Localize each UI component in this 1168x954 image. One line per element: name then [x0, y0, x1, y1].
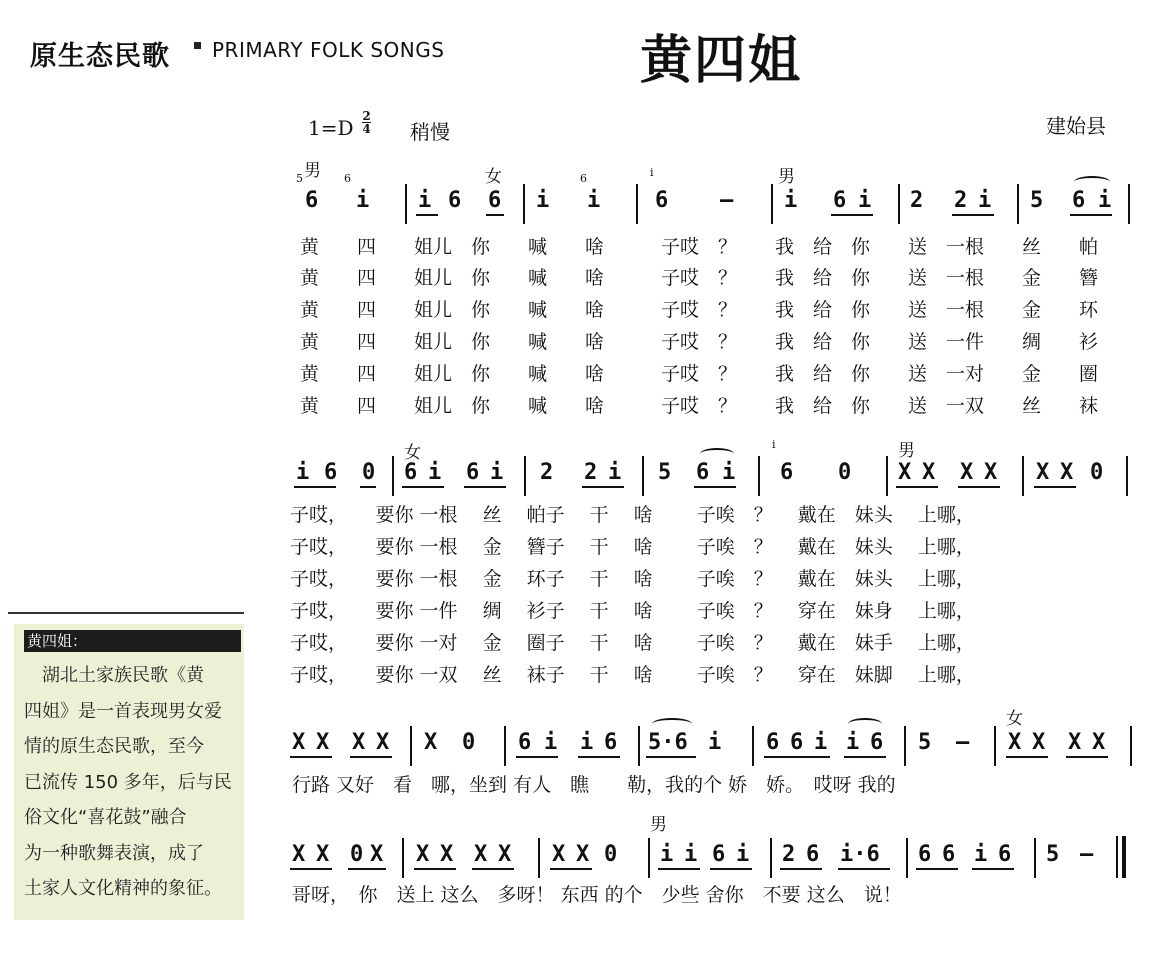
beam-line	[582, 486, 624, 488]
voice-label-female: 女	[1006, 709, 1023, 729]
note: 6	[833, 188, 847, 213]
voice-label-male: 男	[898, 441, 915, 461]
beam-line	[290, 868, 332, 870]
sidebar-tag: 黄四姐：	[24, 630, 241, 652]
note: 6	[696, 460, 710, 485]
note: X	[898, 460, 912, 485]
note: 0	[1090, 460, 1104, 485]
note: X	[498, 842, 512, 867]
note: 6	[712, 842, 726, 867]
note: i	[974, 842, 988, 867]
bar-line	[771, 184, 773, 224]
note: 6	[790, 730, 804, 755]
beam-line	[1070, 214, 1112, 216]
bar-line	[638, 726, 640, 766]
voice-label-male: 男	[650, 815, 667, 835]
note: 2	[910, 188, 924, 213]
note: 6	[918, 842, 932, 867]
region-label: 建始县	[1046, 114, 1106, 138]
beam-line	[416, 214, 438, 216]
voice-label-male: 男	[304, 161, 321, 181]
slur-mark	[1074, 176, 1110, 188]
lyric-line: 子哎， 要你 一根 丝 帕子 干 啥 子唉 ？ 戴在 妹头 上哪，	[290, 504, 975, 526]
grace-note: i	[650, 166, 654, 179]
time-signature	[362, 110, 371, 135]
note: X	[1068, 730, 1082, 755]
note: 0	[350, 842, 364, 867]
bar-line	[402, 838, 404, 878]
note: i	[418, 188, 432, 213]
sidebar-line: 情的原生态民歌，至今	[24, 736, 204, 757]
beam-line	[550, 868, 592, 870]
voice-label-female: 女	[485, 167, 502, 187]
note: 5	[658, 460, 672, 485]
note: 6	[324, 460, 338, 485]
slur-mark	[652, 718, 692, 730]
beam-line	[348, 868, 386, 870]
slur-mark	[848, 718, 882, 730]
beam-line	[646, 756, 696, 758]
slur-mark	[700, 448, 734, 460]
beam-line	[464, 486, 506, 488]
note: X	[1036, 460, 1050, 485]
key-signature: 1=D	[308, 116, 354, 140]
note: X	[1032, 730, 1046, 755]
bar-line	[524, 456, 526, 496]
lyric-line: 行路 又好 看 哪，坐到 有人 瞧 勒，我的个 娇 娇。 哎呀 我的	[292, 774, 896, 796]
note: i·6	[840, 842, 880, 867]
beam-line	[896, 486, 938, 488]
sidebar-line: 为一种歌舞表演，成了	[24, 842, 204, 864]
note: X	[316, 842, 330, 867]
beam-line	[1066, 756, 1108, 758]
beam-line	[516, 756, 558, 758]
note: i	[660, 842, 674, 867]
bar-line	[1126, 456, 1128, 496]
note: 2	[782, 842, 796, 867]
beam-line	[578, 756, 620, 758]
note: X	[370, 842, 384, 867]
tempo-marking: 稍慢	[410, 120, 450, 144]
bar-line	[770, 838, 772, 878]
note: 6	[942, 842, 956, 867]
note: 6	[448, 188, 462, 213]
note: 6	[488, 188, 502, 213]
bar-line	[410, 726, 412, 766]
note: i	[978, 188, 992, 213]
series-title-cn: 原生态民歌	[30, 41, 170, 72]
bar-line	[906, 838, 908, 878]
lyric-line: 黄 四 姐儿 你 喊 啥 子哎 ？ 我 给 你 送 一对 金 圈	[300, 363, 1099, 385]
sidebar-line: 土家人文化精神的象征。	[24, 878, 222, 899]
note: X	[352, 730, 366, 755]
note: i	[1098, 188, 1112, 213]
bar-line	[1017, 184, 1019, 224]
note: X	[376, 730, 390, 755]
bar-line	[758, 456, 760, 496]
note: i	[356, 188, 370, 213]
lyric-line: 黄 四 姐儿 你 喊 啥 子哎 ？ 我 给 你 送 一双 丝 袜	[300, 395, 1099, 417]
note: i	[296, 460, 310, 485]
note: 6	[604, 730, 618, 755]
beam-line	[294, 486, 336, 488]
sidebar-line: 湖北土家族民歌《黄	[24, 665, 204, 686]
grace-note: 6	[344, 172, 351, 185]
bar-line	[392, 456, 394, 496]
note: X	[960, 460, 974, 485]
note: i	[580, 730, 594, 755]
beam-line	[486, 214, 504, 216]
lyric-line: 哥呀， 你 送上 这么 多呀！ 东西 的个 少些 舍你 不要 这么 说！	[292, 884, 902, 906]
note: 5·6	[648, 730, 688, 755]
beam-line	[780, 868, 822, 870]
sidebar-line: 已流传 150 多年，后与民	[24, 771, 232, 793]
note: X	[1092, 730, 1106, 755]
note: 6	[466, 460, 480, 485]
note: i	[814, 730, 828, 755]
bar-line	[405, 184, 407, 224]
sidebar-rule	[8, 612, 244, 614]
bar-line	[538, 838, 540, 878]
beam-line	[360, 486, 376, 488]
voice-label-male: 男	[778, 167, 795, 187]
note: i	[490, 460, 504, 485]
note-dash: –	[1080, 842, 1094, 867]
note: 6	[806, 842, 820, 867]
lyric-line: 黄 四 姐儿 你 喊 啥 子哎 ？ 我 给 你 送 一根 丝 帕	[300, 236, 1099, 258]
beam-line	[414, 868, 456, 870]
note: i	[858, 188, 872, 213]
bar-line	[904, 726, 906, 766]
note: 5	[918, 730, 932, 755]
bar-line	[1130, 726, 1132, 766]
lyric-line: 子哎， 要你 一双 丝 袜子 干 啥 子唉 ？ 穿在 妹脚 上哪，	[290, 664, 975, 686]
note: 2	[954, 188, 968, 213]
note: 6	[780, 460, 794, 485]
note: 6	[766, 730, 780, 755]
note: 0	[604, 842, 618, 867]
lyric-line: 黄 四 姐儿 你 喊 啥 子哎 ？ 我 给 你 送 一根 金 簪	[300, 267, 1099, 289]
lyric-line: 子哎， 要你 一件 绸 衫子 干 啥 子唉 ？ 穿在 妹身 上哪，	[290, 600, 975, 622]
beam-line	[658, 868, 700, 870]
note: i	[736, 842, 750, 867]
bar-line	[898, 184, 900, 224]
lyric-line: 黄 四 姐儿 你 喊 啥 子哎 ？ 我 给 你 送 一根 金 环	[300, 299, 1099, 321]
note-dash: –	[720, 188, 734, 213]
note: X	[440, 842, 454, 867]
note: X	[292, 730, 306, 755]
note: i	[846, 730, 860, 755]
bar-line	[648, 838, 650, 878]
note: i	[536, 188, 550, 213]
beam-line	[1006, 756, 1048, 758]
bar-line	[523, 184, 525, 224]
lyric-line: 子哎， 要你 一根 金 环子 干 啥 子唉 ？ 戴在 妹头 上哪，	[290, 568, 975, 590]
beam-line	[844, 756, 886, 758]
note: X	[984, 460, 998, 485]
beam-line	[402, 486, 444, 488]
sidebar-line: 俗文化“喜花鼓”融合	[24, 807, 187, 828]
bar-line	[504, 726, 506, 766]
grace-note: 5	[296, 172, 303, 185]
note: 0	[838, 460, 852, 485]
note: X	[316, 730, 330, 755]
lyric-line: 子哎， 要你 一根 金 簪子 干 啥 子唉 ？ 戴在 妹头 上哪，	[290, 536, 975, 558]
bar-line	[636, 184, 638, 224]
note: 6	[305, 188, 319, 213]
lyric-line: 子哎， 要你 一对 金 圈子 干 啥 子唉 ？ 戴在 妹手 上哪，	[290, 632, 975, 654]
note: X	[1008, 730, 1022, 755]
note: i	[544, 730, 558, 755]
note: X	[922, 460, 936, 485]
beam-line	[290, 756, 332, 758]
note: i	[608, 460, 622, 485]
note: 6	[870, 730, 884, 755]
beam-line	[952, 214, 994, 216]
note: 6	[655, 188, 669, 213]
note: X	[576, 842, 590, 867]
note: i	[428, 460, 442, 485]
note: 2	[584, 460, 598, 485]
note: X	[1060, 460, 1074, 485]
note-dash: –	[956, 730, 970, 755]
note: 6	[1072, 188, 1086, 213]
meter-bottom: 4	[362, 122, 371, 136]
beam-line	[350, 756, 392, 758]
note: X	[424, 730, 438, 755]
bar-line	[752, 726, 754, 766]
note: X	[416, 842, 430, 867]
final-bar-thin	[1116, 836, 1118, 878]
grace-note: i	[772, 438, 776, 451]
note: X	[292, 842, 306, 867]
bullet-icon	[194, 42, 201, 49]
note: 6	[998, 842, 1012, 867]
beam-line	[1034, 486, 1076, 488]
note: i	[587, 188, 601, 213]
note: 6	[518, 730, 532, 755]
lyric-line: 黄 四 姐儿 你 喊 啥 子哎 ？ 我 给 你 送 一件 绸 衫	[300, 331, 1099, 353]
beam-line	[958, 486, 1000, 488]
beam-line	[710, 868, 752, 870]
note: 5	[1046, 842, 1060, 867]
note: i	[722, 460, 736, 485]
note: X	[474, 842, 488, 867]
beam-line	[838, 868, 890, 870]
bar-line	[1022, 456, 1024, 496]
series-title-en: PRIMARY FOLK SONGS	[212, 38, 445, 62]
note: i	[784, 188, 798, 213]
sidebar-line: 四姐》是一首表现男女爱	[24, 700, 222, 722]
beam-line	[472, 868, 514, 870]
beam-line	[972, 868, 1014, 870]
beam-line	[764, 756, 830, 758]
song-title: 黄四姐	[640, 31, 803, 91]
beam-line	[694, 486, 736, 488]
bar-line	[642, 456, 644, 496]
voice-label-female: 女	[404, 443, 421, 463]
note: 5	[1030, 188, 1044, 213]
note: i	[684, 842, 698, 867]
note: 2	[540, 460, 554, 485]
grace-note: 6	[580, 172, 587, 185]
bar-line	[1034, 838, 1036, 878]
final-bar-thick	[1122, 836, 1126, 878]
note: 6	[404, 460, 418, 485]
note: X	[552, 842, 566, 867]
meter-top: 2	[362, 109, 371, 123]
note: i	[708, 730, 722, 755]
note: 0	[462, 730, 476, 755]
sidebar-text	[24, 658, 242, 907]
note: 0	[362, 460, 376, 485]
bar-line	[886, 456, 888, 496]
beam-line	[831, 214, 873, 216]
beam-line	[916, 868, 958, 870]
bar-line	[994, 726, 996, 766]
bar-line	[1128, 184, 1130, 224]
